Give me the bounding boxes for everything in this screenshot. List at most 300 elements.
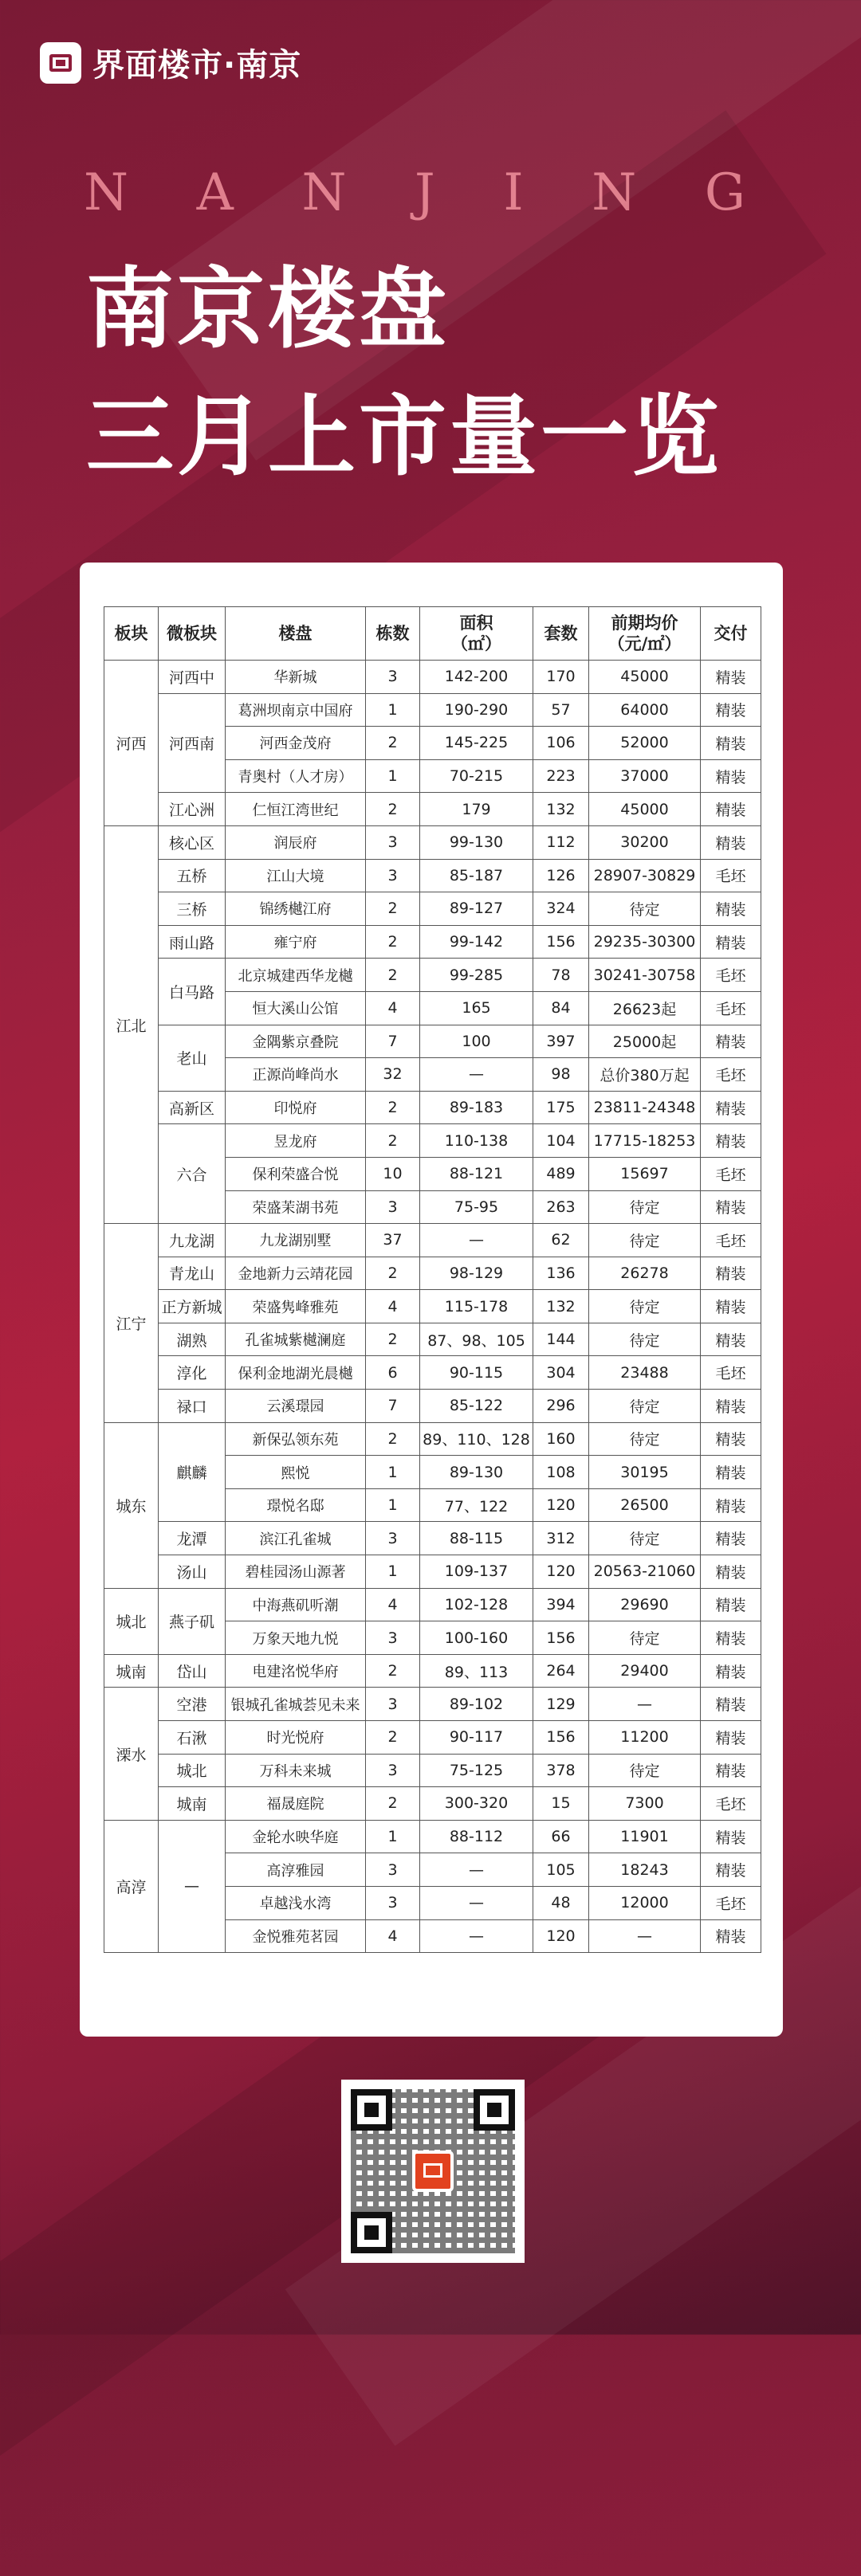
unit-count-cell: 98 bbox=[533, 1058, 589, 1092]
avg-price-cell: 64000 bbox=[589, 693, 701, 727]
avg-price-cell: 待定 bbox=[589, 1290, 701, 1323]
table-row bbox=[104, 925, 761, 959]
building-count-cell: 6 bbox=[366, 1356, 420, 1390]
unit-count-cell: 132 bbox=[533, 1290, 589, 1323]
delivery-cell: 精装 bbox=[701, 1422, 761, 1456]
delivery-cell: 精装 bbox=[701, 693, 761, 727]
property-name-cell: 金地新力云靖花园 bbox=[226, 1257, 366, 1290]
area-cell: 87、98、105 bbox=[420, 1323, 533, 1356]
avg-price-cell: 30195 bbox=[589, 1456, 701, 1489]
sub-area-cell: 青龙山 bbox=[159, 1257, 226, 1290]
unit-count-cell: 15 bbox=[533, 1787, 589, 1821]
building-count-cell: 10 bbox=[366, 1157, 420, 1190]
page-title-line2: 三月上市量一览 bbox=[86, 386, 722, 488]
building-count-cell: 2 bbox=[366, 959, 420, 992]
building-count-cell: 37 bbox=[366, 1224, 420, 1257]
delivery-cell: 精装 bbox=[701, 727, 761, 760]
table-row bbox=[104, 1654, 761, 1688]
area-cell: 100 bbox=[420, 1025, 533, 1058]
delivery-cell: 毛坯 bbox=[701, 1224, 761, 1257]
building-count-cell: 4 bbox=[366, 991, 420, 1025]
column-header: 栋数 bbox=[366, 607, 420, 661]
avg-price-cell: 7300 bbox=[589, 1787, 701, 1821]
avg-price-cell: 26500 bbox=[589, 1488, 701, 1522]
property-name-cell: 青奥村（人才房） bbox=[226, 759, 366, 793]
area-cell: 城东 bbox=[104, 1422, 159, 1588]
delivery-cell: 精装 bbox=[701, 1721, 761, 1755]
unit-count-cell: 62 bbox=[533, 1224, 589, 1257]
column-header: 微板块 bbox=[159, 607, 226, 661]
table-row bbox=[104, 1555, 761, 1589]
unit-count-cell: 312 bbox=[533, 1522, 589, 1555]
delivery-cell: 毛坯 bbox=[701, 1787, 761, 1821]
building-count-cell: 3 bbox=[366, 1853, 420, 1887]
property-name-cell: 昱龙府 bbox=[226, 1124, 366, 1158]
area-cell: 城南 bbox=[104, 1654, 159, 1688]
delivery-cell: 精装 bbox=[701, 1522, 761, 1555]
property-name-cell: 中海燕矶听潮 bbox=[226, 1588, 366, 1621]
avg-price-cell: 待定 bbox=[589, 892, 701, 926]
avg-price-cell: 15697 bbox=[589, 1157, 701, 1190]
building-count-cell: 2 bbox=[366, 1323, 420, 1356]
area-cell: 89、113 bbox=[420, 1654, 533, 1688]
property-name-cell: 新保弘领东苑 bbox=[226, 1422, 366, 1456]
sub-area-cell: 龙潭 bbox=[159, 1522, 226, 1555]
delivery-cell: 精装 bbox=[701, 1754, 761, 1787]
area-cell: — bbox=[420, 1224, 533, 1257]
eyebrow-letter: G bbox=[704, 163, 745, 222]
delivery-cell: 精装 bbox=[701, 1257, 761, 1290]
area-cell: 89-183 bbox=[420, 1091, 533, 1124]
avg-price-cell: 20563-21060 bbox=[589, 1555, 701, 1589]
property-name-cell: 碧桂园汤山源著 bbox=[226, 1555, 366, 1589]
unit-count-cell: 120 bbox=[533, 1488, 589, 1522]
property-name-cell: 保利金地湖光晨樾 bbox=[226, 1356, 366, 1390]
delivery-cell: 精装 bbox=[701, 1919, 761, 1953]
delivery-cell: 精装 bbox=[701, 892, 761, 926]
qr-code[interactable] bbox=[341, 2080, 525, 2263]
area-cell: 99-142 bbox=[420, 925, 533, 959]
table-row bbox=[104, 1124, 761, 1158]
delivery-cell: 毛坯 bbox=[701, 1157, 761, 1190]
sub-area-cell: 江心洲 bbox=[159, 793, 226, 826]
sub-area-cell: 燕子矶 bbox=[159, 1588, 226, 1654]
avg-price-cell: 待定 bbox=[589, 1522, 701, 1555]
sub-area-cell: 正方新城 bbox=[159, 1290, 226, 1323]
sub-area-cell: 禄口 bbox=[159, 1390, 226, 1423]
avg-price-cell: 11901 bbox=[589, 1820, 701, 1853]
table-row bbox=[104, 1356, 761, 1390]
avg-price-cell: 28907-30829 bbox=[589, 859, 701, 892]
avg-price-cell: 18243 bbox=[589, 1853, 701, 1887]
avg-price-cell: 37000 bbox=[589, 759, 701, 793]
property-name-cell: 仁恒江湾世纪 bbox=[226, 793, 366, 826]
delivery-cell: 精装 bbox=[701, 1555, 761, 1589]
building-count-cell: 3 bbox=[366, 1621, 420, 1655]
building-count-cell: 4 bbox=[366, 1290, 420, 1323]
unit-count-cell: 378 bbox=[533, 1754, 589, 1787]
building-count-cell: 1 bbox=[366, 1488, 420, 1522]
area-cell: 89-127 bbox=[420, 892, 533, 926]
sub-area-cell: 五桥 bbox=[159, 859, 226, 892]
property-name-cell: 保利荣盛合悦 bbox=[226, 1157, 366, 1190]
table-row bbox=[104, 793, 761, 826]
column-header: 交付 bbox=[701, 607, 761, 661]
unit-count-cell: 136 bbox=[533, 1257, 589, 1290]
table-header-row bbox=[104, 607, 761, 661]
area-cell: — bbox=[420, 1919, 533, 1953]
delivery-cell: 精装 bbox=[701, 1190, 761, 1224]
property-name-cell: 云溪璟园 bbox=[226, 1390, 366, 1423]
table-row bbox=[104, 859, 761, 892]
building-count-cell: 1 bbox=[366, 1555, 420, 1589]
area-cell: 88-121 bbox=[420, 1157, 533, 1190]
unit-count-cell: 120 bbox=[533, 1919, 589, 1953]
delivery-cell: 精装 bbox=[701, 1456, 761, 1489]
property-name-cell: 金悦雅苑茗园 bbox=[226, 1919, 366, 1953]
delivery-cell: 精装 bbox=[701, 1588, 761, 1621]
building-count-cell: 1 bbox=[366, 693, 420, 727]
property-name-cell: 润辰府 bbox=[226, 825, 366, 859]
unit-count-cell: 394 bbox=[533, 1588, 589, 1621]
unit-count-cell: 57 bbox=[533, 693, 589, 727]
sub-area-cell: — bbox=[159, 1820, 226, 1952]
property-name-cell: 万科未来城 bbox=[226, 1754, 366, 1787]
building-count-cell: 2 bbox=[366, 1257, 420, 1290]
column-header: 套数 bbox=[533, 607, 589, 661]
unit-count-cell: 129 bbox=[533, 1688, 589, 1721]
table-row bbox=[104, 1688, 761, 1721]
avg-price-cell: 23811-24348 bbox=[589, 1091, 701, 1124]
unit-count-cell: 324 bbox=[533, 892, 589, 926]
property-name-cell: 北京城建西华龙樾 bbox=[226, 959, 366, 992]
delivery-cell: 精装 bbox=[701, 759, 761, 793]
avg-price-cell: 待定 bbox=[589, 1422, 701, 1456]
table-row bbox=[104, 1091, 761, 1124]
eyebrow-letter: N bbox=[84, 163, 128, 222]
delivery-cell: 精装 bbox=[701, 1290, 761, 1323]
building-count-cell: 3 bbox=[366, 859, 420, 892]
avg-price-cell: 45000 bbox=[589, 793, 701, 826]
column-header: 板块 bbox=[104, 607, 159, 661]
building-count-cell: 3 bbox=[366, 661, 420, 694]
property-name-cell: 卓越浅水湾 bbox=[226, 1886, 366, 1919]
area-cell: 江北 bbox=[104, 825, 159, 1223]
unit-count-cell: 108 bbox=[533, 1456, 589, 1489]
area-cell: 溧水 bbox=[104, 1688, 159, 1820]
property-name-cell: 荣盛隽峰雅苑 bbox=[226, 1290, 366, 1323]
unit-count-cell: 112 bbox=[533, 825, 589, 859]
building-count-cell: 7 bbox=[366, 1390, 420, 1423]
unit-count-cell: 263 bbox=[533, 1190, 589, 1224]
avg-price-cell: 26278 bbox=[589, 1257, 701, 1290]
sub-area-cell: 城南 bbox=[159, 1787, 226, 1821]
property-name-cell: 电建洺悦华府 bbox=[226, 1654, 366, 1688]
property-name-cell: 孔雀城紫樾澜庭 bbox=[226, 1323, 366, 1356]
qr-finder bbox=[351, 2089, 392, 2131]
table-row bbox=[104, 1422, 761, 1456]
unit-count-cell: 105 bbox=[533, 1853, 589, 1887]
column-header: 面积 （㎡） bbox=[420, 607, 533, 661]
unit-count-cell: 132 bbox=[533, 793, 589, 826]
delivery-cell: 精装 bbox=[701, 1390, 761, 1423]
property-name-cell: 华新城 bbox=[226, 661, 366, 694]
property-name-cell: 福晟庭院 bbox=[226, 1787, 366, 1821]
delivery-cell: 毛坯 bbox=[701, 959, 761, 992]
area-cell: 城北 bbox=[104, 1588, 159, 1654]
avg-price-cell: 29690 bbox=[589, 1588, 701, 1621]
unit-count-cell: 66 bbox=[533, 1820, 589, 1853]
unit-count-cell: 175 bbox=[533, 1091, 589, 1124]
sub-area-cell: 九龙湖 bbox=[159, 1224, 226, 1257]
area-cell: 109-137 bbox=[420, 1555, 533, 1589]
area-cell: 100-160 bbox=[420, 1621, 533, 1655]
avg-price-cell: 待定 bbox=[589, 1190, 701, 1224]
property-name-cell: 九龙湖别墅 bbox=[226, 1224, 366, 1257]
area-cell: 145-225 bbox=[420, 727, 533, 760]
unit-count-cell: 160 bbox=[533, 1422, 589, 1456]
avg-price-cell: 12000 bbox=[589, 1886, 701, 1919]
table-row bbox=[104, 1390, 761, 1423]
property-name-cell: 银城孔雀城荟见未来 bbox=[226, 1688, 366, 1721]
sub-area-cell: 三桥 bbox=[159, 892, 226, 926]
unit-count-cell: 397 bbox=[533, 1025, 589, 1058]
avg-price-cell: 52000 bbox=[589, 727, 701, 760]
building-count-cell: 3 bbox=[366, 1688, 420, 1721]
sub-area-cell: 高新区 bbox=[159, 1091, 226, 1124]
brand-name: 界面楼市·南京 bbox=[92, 47, 302, 84]
delivery-cell: 精装 bbox=[701, 1323, 761, 1356]
property-name-cell: 金隅紫京叠院 bbox=[226, 1025, 366, 1058]
avg-price-cell: 29400 bbox=[589, 1654, 701, 1688]
avg-price-cell: 11200 bbox=[589, 1721, 701, 1755]
unit-count-cell: 156 bbox=[533, 1721, 589, 1755]
eyebrow-letter: I bbox=[503, 163, 524, 222]
property-name-cell: 河西金茂府 bbox=[226, 727, 366, 760]
eyebrow-letter: A bbox=[196, 163, 234, 222]
building-count-cell: 32 bbox=[366, 1058, 420, 1092]
area-cell: — bbox=[420, 1886, 533, 1919]
delivery-cell: 精装 bbox=[701, 1688, 761, 1721]
area-cell: 98-129 bbox=[420, 1257, 533, 1290]
building-count-cell: 3 bbox=[366, 1522, 420, 1555]
property-name-cell: 印悦府 bbox=[226, 1091, 366, 1124]
table-row bbox=[104, 661, 761, 694]
property-name-cell: 恒大溪山公馆 bbox=[226, 991, 366, 1025]
unit-count-cell: 264 bbox=[533, 1654, 589, 1688]
building-count-cell: 1 bbox=[366, 1456, 420, 1489]
avg-price-cell: 25000起 bbox=[589, 1025, 701, 1058]
avg-price-cell: 待定 bbox=[589, 1621, 701, 1655]
delivery-cell: 精装 bbox=[701, 1124, 761, 1158]
sub-area-cell: 河西中 bbox=[159, 661, 226, 694]
area-cell: 75-125 bbox=[420, 1754, 533, 1787]
avg-price-cell: 待定 bbox=[589, 1224, 701, 1257]
table-row bbox=[104, 1224, 761, 1257]
sub-area-cell: 麒麟 bbox=[159, 1422, 226, 1522]
area-cell: — bbox=[420, 1058, 533, 1092]
sub-area-cell: 白马路 bbox=[159, 959, 226, 1025]
area-cell: 75-95 bbox=[420, 1190, 533, 1224]
property-name-cell: 璟悦名邸 bbox=[226, 1488, 366, 1522]
delivery-cell: 毛坯 bbox=[701, 1886, 761, 1919]
area-cell: 89-130 bbox=[420, 1456, 533, 1489]
area-cell: 90-117 bbox=[420, 1721, 533, 1755]
delivery-cell: 精装 bbox=[701, 1025, 761, 1058]
column-header: 前期均价 （元/㎡） bbox=[589, 607, 701, 661]
sub-area-cell: 河西南 bbox=[159, 693, 226, 793]
area-cell: 77、122 bbox=[420, 1488, 533, 1522]
building-count-cell: 2 bbox=[366, 1422, 420, 1456]
table-row bbox=[104, 1025, 761, 1058]
area-cell: 99-285 bbox=[420, 959, 533, 992]
building-count-cell: 2 bbox=[366, 1091, 420, 1124]
table-row bbox=[104, 693, 761, 727]
area-cell: 179 bbox=[420, 793, 533, 826]
sub-area-cell: 淳化 bbox=[159, 1356, 226, 1390]
building-count-cell: 2 bbox=[366, 793, 420, 826]
table-row bbox=[104, 1754, 761, 1787]
building-count-cell: 2 bbox=[366, 1787, 420, 1821]
table-row bbox=[104, 1820, 761, 1853]
building-count-cell: 3 bbox=[366, 1754, 420, 1787]
table-row bbox=[104, 1721, 761, 1755]
building-count-cell: 1 bbox=[366, 759, 420, 793]
listing-table bbox=[104, 606, 761, 1953]
building-count-cell: 3 bbox=[366, 1886, 420, 1919]
sub-area-cell: 核心区 bbox=[159, 825, 226, 859]
delivery-cell: 精装 bbox=[701, 1820, 761, 1853]
property-name-cell: 葛洲坝南京中国府 bbox=[226, 693, 366, 727]
unit-count-cell: 304 bbox=[533, 1356, 589, 1390]
property-name-cell: 高淳雅园 bbox=[226, 1853, 366, 1887]
table-row bbox=[104, 959, 761, 992]
property-name-cell: 江山大境 bbox=[226, 859, 366, 892]
building-count-cell: 4 bbox=[366, 1919, 420, 1953]
sub-area-cell: 老山 bbox=[159, 1025, 226, 1091]
unit-count-cell: 48 bbox=[533, 1886, 589, 1919]
area-cell: 90-115 bbox=[420, 1356, 533, 1390]
area-cell: 89、110、128 bbox=[420, 1422, 533, 1456]
unit-count-cell: 106 bbox=[533, 727, 589, 760]
unit-count-cell: 120 bbox=[533, 1555, 589, 1589]
building-count-cell: 2 bbox=[366, 1654, 420, 1688]
area-cell: 142-200 bbox=[420, 661, 533, 694]
sub-area-cell: 六合 bbox=[159, 1124, 226, 1224]
building-count-cell: 2 bbox=[366, 727, 420, 760]
area-cell: 300-320 bbox=[420, 1787, 533, 1821]
area-cell: 190-290 bbox=[420, 693, 533, 727]
delivery-cell: 精装 bbox=[701, 925, 761, 959]
avg-price-cell: 23488 bbox=[589, 1356, 701, 1390]
table-row bbox=[104, 1522, 761, 1555]
property-name-cell: 锦绣樾江府 bbox=[226, 892, 366, 926]
delivery-cell: 毛坯 bbox=[701, 1356, 761, 1390]
sub-area-cell: 岱山 bbox=[159, 1654, 226, 1688]
property-name-cell: 雍宁府 bbox=[226, 925, 366, 959]
delivery-cell: 精装 bbox=[701, 793, 761, 826]
sub-area-cell: 雨山路 bbox=[159, 925, 226, 959]
delivery-cell: 精装 bbox=[701, 1853, 761, 1887]
area-cell: 85-187 bbox=[420, 859, 533, 892]
area-cell: 102-128 bbox=[420, 1588, 533, 1621]
avg-price-cell: 30241-30758 bbox=[589, 959, 701, 992]
delivery-cell: 毛坯 bbox=[701, 1058, 761, 1092]
table-row bbox=[104, 1257, 761, 1290]
qr-finder bbox=[474, 2089, 515, 2131]
building-count-cell: 2 bbox=[366, 892, 420, 926]
building-count-cell: 7 bbox=[366, 1025, 420, 1058]
eyebrow-letter: J bbox=[415, 163, 435, 222]
table-card bbox=[80, 563, 783, 2037]
avg-price-cell: 45000 bbox=[589, 661, 701, 694]
brand-logo-icon bbox=[40, 42, 81, 84]
delivery-cell: 精装 bbox=[701, 1488, 761, 1522]
area-cell: 70-215 bbox=[420, 759, 533, 793]
eyebrow-letter: N bbox=[301, 163, 347, 222]
unit-count-cell: 156 bbox=[533, 1621, 589, 1655]
table-row bbox=[104, 1323, 761, 1356]
property-name-cell: 滨江孔雀城 bbox=[226, 1522, 366, 1555]
building-count-cell: 3 bbox=[366, 825, 420, 859]
eyebrow-letter: N bbox=[592, 163, 637, 222]
unit-count-cell: 104 bbox=[533, 1124, 589, 1158]
property-name-cell: 熙悦 bbox=[226, 1456, 366, 1489]
avg-price-cell: 29235-30300 bbox=[589, 925, 701, 959]
delivery-cell: 精装 bbox=[701, 825, 761, 859]
area-cell: — bbox=[420, 1853, 533, 1887]
building-count-cell: 4 bbox=[366, 1588, 420, 1621]
sub-area-cell: 石湫 bbox=[159, 1721, 226, 1755]
property-name-cell: 荣盛茉湖书苑 bbox=[226, 1190, 366, 1224]
delivery-cell: 毛坯 bbox=[701, 859, 761, 892]
avg-price-cell: — bbox=[589, 1688, 701, 1721]
unit-count-cell: 156 bbox=[533, 925, 589, 959]
unit-count-cell: 223 bbox=[533, 759, 589, 793]
area-cell: 89-102 bbox=[420, 1688, 533, 1721]
area-cell: 115-178 bbox=[420, 1290, 533, 1323]
area-cell: 88-112 bbox=[420, 1820, 533, 1853]
sub-area-cell: 湖熟 bbox=[159, 1323, 226, 1356]
unit-count-cell: 170 bbox=[533, 661, 589, 694]
area-cell: 99-130 bbox=[420, 825, 533, 859]
building-count-cell: 2 bbox=[366, 1721, 420, 1755]
property-name-cell: 时光悦府 bbox=[226, 1721, 366, 1755]
column-header: 楼盘 bbox=[226, 607, 366, 661]
area-cell: 85-122 bbox=[420, 1390, 533, 1423]
avg-price-cell: 总价380万起 bbox=[589, 1058, 701, 1092]
table-row bbox=[104, 892, 761, 926]
avg-price-cell: — bbox=[589, 1919, 701, 1953]
sub-area-cell: 汤山 bbox=[159, 1555, 226, 1589]
unit-count-cell: 78 bbox=[533, 959, 589, 992]
page-title-line1: 南京楼盘 bbox=[86, 258, 450, 360]
sub-area-cell: 城北 bbox=[159, 1754, 226, 1787]
delivery-cell: 精装 bbox=[701, 1621, 761, 1655]
unit-count-cell: 144 bbox=[533, 1323, 589, 1356]
area-cell: 高淳 bbox=[104, 1820, 159, 1952]
table-row bbox=[104, 1290, 761, 1323]
delivery-cell: 精装 bbox=[701, 1091, 761, 1124]
avg-price-cell: 待定 bbox=[589, 1390, 701, 1423]
building-count-cell: 2 bbox=[366, 925, 420, 959]
unit-count-cell: 489 bbox=[533, 1157, 589, 1190]
table-row bbox=[104, 1787, 761, 1821]
area-cell: 江宁 bbox=[104, 1224, 159, 1423]
brand bbox=[40, 40, 301, 85]
property-name-cell: 正源尚峰尚水 bbox=[226, 1058, 366, 1092]
building-count-cell: 1 bbox=[366, 1820, 420, 1853]
